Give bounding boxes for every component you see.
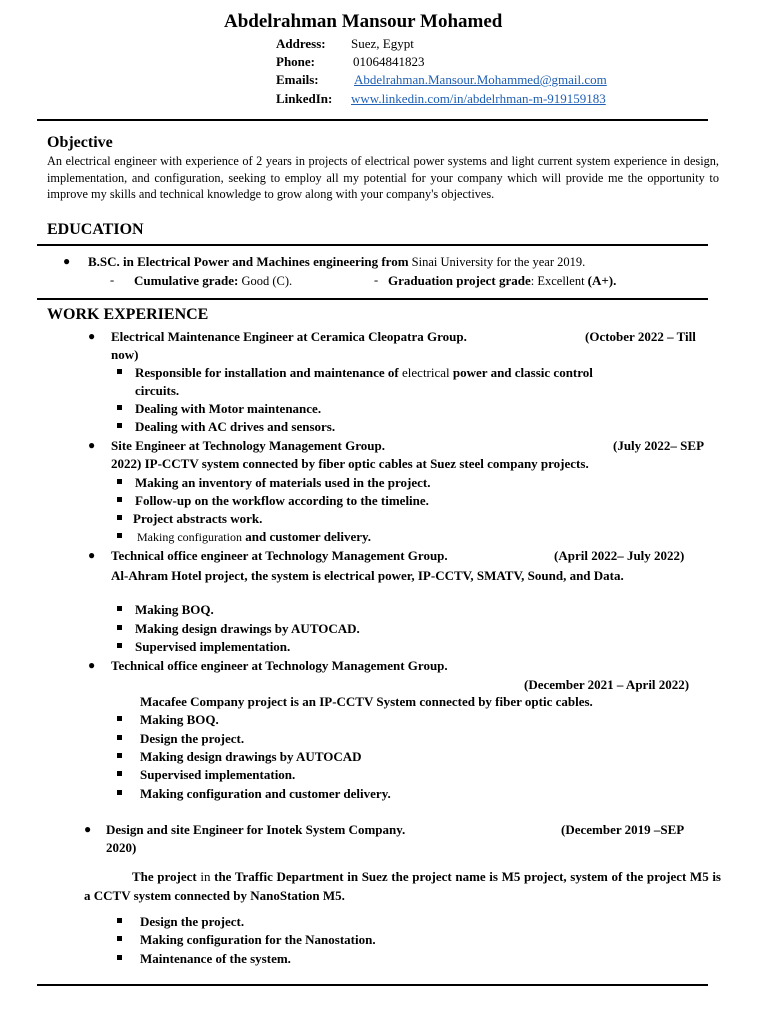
bullet-square [117,790,122,795]
job4-resp5: Making configuration and customer delivery. [140,786,391,801]
job3-date: (April 2022– July 2022) [554,548,685,563]
job2-title: Site Engineer at Technology Management Group. [111,438,385,453]
bullet-square [117,771,122,776]
bullet-square [117,936,122,941]
job3-resp2: Making design drawings by AUTOCAD. [135,621,360,636]
candidate-name: Abdelrahman Mansour Mohamed [224,11,503,32]
bullet-dot: ● [84,822,92,836]
linkedin-label: LinkedIn: [276,91,333,106]
degree-bold: B.SC. in Electrical Power and Machines engineering from [88,254,409,269]
bullet-square [117,497,122,502]
job1-resp1-cont: circuits. [135,383,180,398]
job1-date-cont: now) [111,347,139,362]
job5-resp1: Design the project. [140,914,245,929]
cumulative-grade [134,273,292,289]
job1-resp1: Responsible for installation and maintenance of electrical power and classic control [135,365,593,380]
job4-date: (December 2021 – April 2022) [524,677,690,692]
job2-desc: 2022) IP-CCTV system connected by fiber optic cables at Suez steel company projects. [111,456,589,471]
education-end-divider [37,298,708,300]
job2-resp1: Making an inventory of materials used in the project. [135,475,431,490]
education-divider [37,244,708,246]
job1-title: Electrical Maintenance Engineer at Ceramica Cleopatra Group. [111,329,467,344]
bullet-dot: ● [63,254,71,268]
bullet-square [117,533,122,538]
job4-resp1: Making BOQ. [140,712,219,727]
bullet-square [117,606,122,611]
graduation-grade [388,273,616,289]
work-heading: WORK EXPERIENCE [47,306,209,323]
bullet-dot: ● [88,329,96,343]
job5-resp3: Maintenance of the system. [140,951,291,966]
bullet-dot: ● [88,658,96,672]
education-degree [88,254,585,270]
bullet-dot: ● [88,548,96,562]
job5-desc: The project in the Traffic Department in Suez the project name is M5 project, system of the project M5 is a CCTV system connected by NanoStation M5. [84,869,721,903]
job5-date: (December 2019 –SEP [561,822,685,837]
bullet-square [117,753,122,758]
bullet-square [117,515,122,520]
bullet-dot: ● [88,438,96,452]
bullet-square [117,479,122,484]
graduation-grade-value: : Excellent [530,274,588,288]
bullet-square [117,423,122,428]
job4-desc: Macafee Company project is an IP-CCTV System connected by fiber optic cables. [140,694,593,709]
objective-heading: Objective [47,134,113,151]
cumulative-grade-value: Good (C). [238,274,293,288]
bullet-square [117,625,122,630]
job3-title: Technical office engineer at Technology Management Group. [111,548,448,563]
bullet-square [117,955,122,960]
bullet-square [117,918,122,923]
address-label: Address: [276,36,326,51]
header-divider [37,119,708,121]
email-label: Emails: [276,72,319,87]
phone-label: Phone: [276,54,315,69]
bullet-square [117,716,122,721]
footer-divider [37,984,708,986]
dash-2: - [374,273,379,287]
objective-text: An electrical engineer with experience of 2 years in projects of electrical power systems and light current system experience in design, implementation, and configuration, seeking to employ all my potential for your company which will provide me the opportunity to improve my skills and technical knowledge to grow along with your company's objectives. [47,154,719,201]
job4-resp2: Design the project. [140,731,245,746]
bullet-square [117,405,122,410]
job5-date-cont: 2020) [106,840,137,855]
graduation-grade-mark: (A+). [587,273,617,288]
degree-rest: Sinai University for the year 2019. [408,255,586,269]
bullet-square [117,643,122,648]
education-heading: EDUCATION [47,221,144,238]
job4-resp3: Making design drawings by AUTOCAD [140,749,362,764]
linkedin-link[interactable]: www.linkedin.com/in/abdelrhman-m-919159183 [351,91,606,106]
job3-desc: Al-Ahram Hotel project, the system is electrical power, IP-CCTV, SMATV, Sound, and Data. [111,568,624,583]
job2-resp3: Project abstracts work. [133,511,263,526]
address-value: Suez, Egypt [351,36,414,51]
bullet-square [117,735,122,740]
job2-resp2: Follow-up on the workflow according to the timeline. [135,493,429,508]
job4-resp4: Supervised implementation. [140,767,296,782]
job2-date: (July 2022– SEP [613,438,705,453]
graduation-grade-label: Graduation project grade [388,273,531,288]
dash-1: - [110,273,115,287]
cumulative-grade-label: Cumulative grade: [134,273,239,288]
bullet-square [117,369,122,374]
job2-resp4: Making configuration and customer delivery. [137,529,372,544]
email-link[interactable]: Abdelrahman.Mansour.Mohammed@gmail.com [354,72,607,87]
job4-title: Technical office engineer at Technology Management Group. [111,658,448,673]
job5-resp2: Making configuration for the Nanostation. [140,932,376,947]
job1-resp2: Dealing with Motor maintenance. [135,401,322,416]
phone-value: 01064841823 [353,54,425,69]
job3-resp3: Supervised implementation. [135,639,291,654]
job1-resp3: Dealing with AC drives and sensors. [135,419,336,434]
job5-title: Design and site Engineer for Inotek System Company. [106,822,406,837]
job1-date: (October 2022 – Till [585,329,696,344]
job3-resp1: Making BOQ. [135,602,214,617]
